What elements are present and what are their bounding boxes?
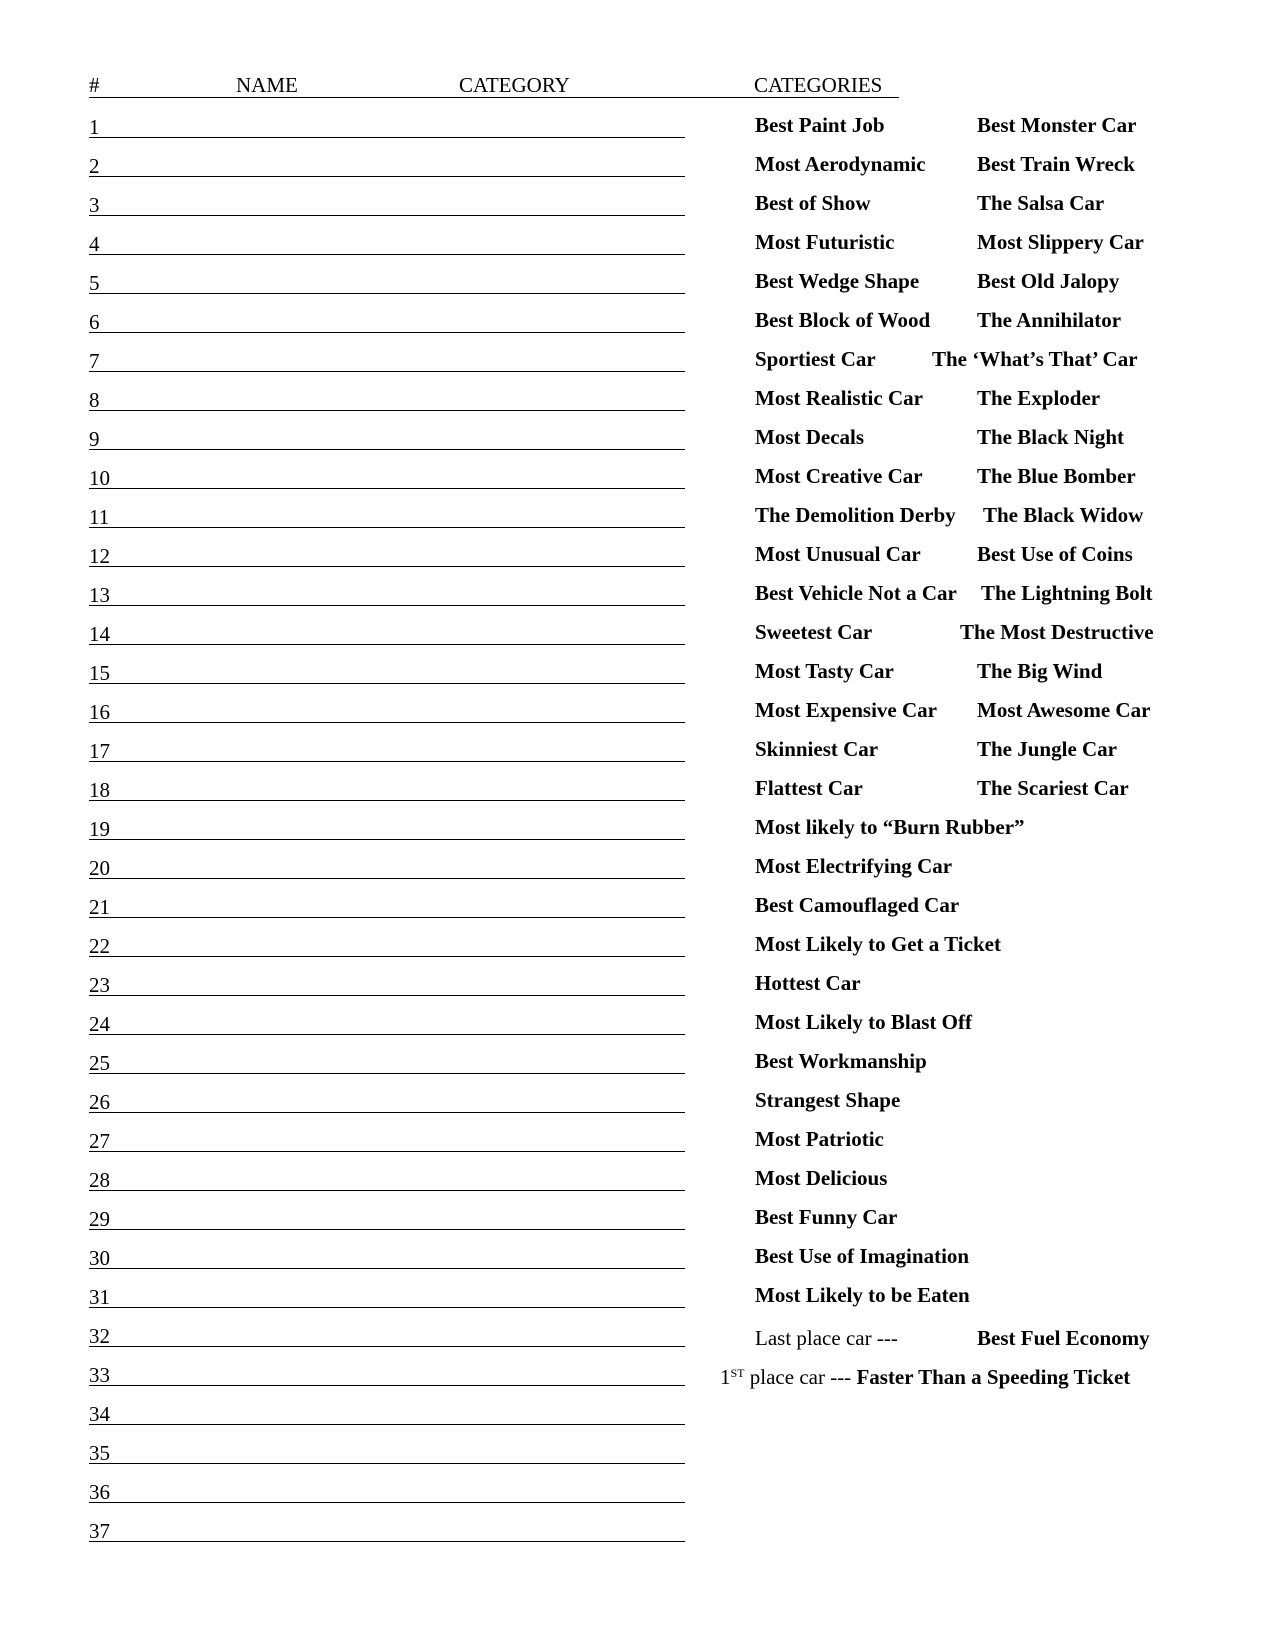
entry-row[interactable] bbox=[89, 813, 685, 840]
category-left-item: Best Workmanship bbox=[755, 1049, 927, 1073]
category-right-item: The ‘What’s That’ Car bbox=[932, 347, 1138, 371]
entry-number: 33 bbox=[89, 1363, 110, 1387]
last-place-label: Last place car --- bbox=[755, 1326, 898, 1350]
entry-number: 21 bbox=[89, 895, 110, 919]
entry-row[interactable] bbox=[89, 1437, 685, 1464]
entry-number: 32 bbox=[89, 1324, 110, 1348]
category-left-item: Most Tasty Car bbox=[755, 659, 894, 683]
category-left-item: Most Futuristic bbox=[755, 230, 895, 254]
entry-number: 22 bbox=[89, 934, 110, 958]
entry-row[interactable] bbox=[89, 1164, 685, 1191]
entry-number: 16 bbox=[89, 700, 110, 724]
category-left-item: Most Expensive Car bbox=[755, 698, 937, 722]
entry-row[interactable] bbox=[89, 1320, 685, 1347]
category-left-item: Most Patriotic bbox=[755, 1127, 884, 1151]
category-left-item: Most Realistic Car bbox=[755, 386, 923, 410]
entry-row[interactable] bbox=[89, 189, 685, 216]
first-place-award: Faster Than a Speeding Ticket bbox=[856, 1365, 1131, 1389]
category-left-item: Best Funny Car bbox=[755, 1205, 898, 1229]
category-left-item: Most Creative Car bbox=[755, 464, 923, 488]
category-right-item: Best Use of Coins bbox=[977, 542, 1133, 566]
entry-number: 7 bbox=[89, 349, 100, 373]
entry-number: 9 bbox=[89, 427, 100, 451]
category-left-item: Best Vehicle Not a Car bbox=[755, 581, 957, 605]
category-right-item: The Exploder bbox=[977, 386, 1101, 410]
entry-row[interactable] bbox=[89, 1281, 685, 1308]
category-right-item: The Lightning Bolt bbox=[981, 581, 1153, 605]
category-left-item: Most Delicious bbox=[755, 1166, 888, 1190]
entry-number: 8 bbox=[89, 388, 100, 412]
entry-row[interactable] bbox=[89, 1515, 685, 1542]
category-left-item: Best Paint Job bbox=[755, 113, 885, 137]
entry-row[interactable] bbox=[89, 1359, 685, 1386]
category-left-item: Best Wedge Shape bbox=[755, 269, 920, 293]
entry-row[interactable] bbox=[89, 1047, 685, 1074]
entry-number: 35 bbox=[89, 1441, 110, 1465]
entry-row[interactable] bbox=[89, 423, 685, 450]
entry-row[interactable] bbox=[89, 969, 685, 996]
entry-row[interactable] bbox=[89, 540, 685, 567]
category-left-item: Most likely to “Burn Rubber” bbox=[755, 815, 1025, 839]
category-left-item: Best Camouflaged Car bbox=[755, 893, 960, 917]
entry-number: 6 bbox=[89, 310, 100, 334]
entry-row[interactable] bbox=[89, 1476, 685, 1503]
category-left-item: Most Decals bbox=[755, 425, 865, 449]
entry-row[interactable] bbox=[89, 111, 685, 138]
entry-row[interactable] bbox=[89, 696, 685, 723]
entry-row[interactable] bbox=[89, 579, 685, 606]
entry-row[interactable] bbox=[89, 852, 685, 879]
entry-number: 20 bbox=[89, 856, 110, 880]
entry-row[interactable] bbox=[89, 501, 685, 528]
entry-row[interactable] bbox=[89, 345, 685, 372]
entry-row[interactable] bbox=[89, 1086, 685, 1113]
category-right-item: Best Train Wreck bbox=[977, 152, 1135, 176]
entry-number: 5 bbox=[89, 271, 100, 295]
last-place-award: Best Fuel Economy bbox=[977, 1326, 1150, 1350]
category-right-item: The Jungle Car bbox=[977, 737, 1118, 761]
category-left-item: Skinniest Car bbox=[755, 737, 879, 761]
header-categories: CATEGORIES bbox=[754, 73, 883, 97]
entry-number: 34 bbox=[89, 1402, 110, 1426]
category-left-item: Best Use of Imagination bbox=[755, 1244, 970, 1268]
category-left-item: Most Likely to be Eaten bbox=[755, 1283, 970, 1307]
entry-row[interactable] bbox=[89, 267, 685, 294]
entry-row[interactable] bbox=[89, 930, 685, 957]
entry-number: 24 bbox=[89, 1012, 110, 1036]
entry-row[interactable] bbox=[89, 618, 685, 645]
entry-number: 17 bbox=[89, 739, 110, 763]
category-left-item: Best Block of Wood bbox=[755, 308, 931, 332]
entry-number: 18 bbox=[89, 778, 110, 802]
category-left-item: The Demolition Derby bbox=[755, 503, 956, 527]
entry-number: 13 bbox=[89, 583, 110, 607]
category-left-item: Best of Show bbox=[755, 191, 871, 215]
entry-number: 14 bbox=[89, 622, 110, 646]
entry-number: 28 bbox=[89, 1168, 110, 1192]
category-right-item: The Black Night bbox=[977, 425, 1125, 449]
header-underline bbox=[89, 97, 899, 98]
entry-row[interactable] bbox=[89, 1242, 685, 1269]
category-left-item: Hottest Car bbox=[755, 971, 861, 995]
category-left-item: Sweetest Car bbox=[755, 620, 873, 644]
first-place-label: place car --- bbox=[744, 1365, 857, 1389]
category-left-item: Most Likely to Blast Off bbox=[755, 1010, 972, 1034]
entry-row[interactable] bbox=[89, 228, 685, 255]
category-right-item: Best Old Jalopy bbox=[977, 269, 1120, 293]
category-left-item: Most Unusual Car bbox=[755, 542, 921, 566]
first-place-number: 1 bbox=[720, 1365, 731, 1389]
entry-row[interactable] bbox=[89, 384, 685, 411]
first-place-line bbox=[720, 1366, 1130, 1388]
entry-number: 3 bbox=[89, 193, 100, 217]
category-right-item: The Big Wind bbox=[977, 659, 1103, 683]
category-right-item: The Blue Bomber bbox=[977, 464, 1136, 488]
category-left-item: Most Electrifying Car bbox=[755, 854, 953, 878]
entry-row[interactable] bbox=[89, 462, 685, 489]
category-right-item: Most Awesome Car bbox=[977, 698, 1151, 722]
entry-row[interactable] bbox=[89, 1203, 685, 1230]
category-right-item: Most Slippery Car bbox=[977, 230, 1144, 254]
category-right-item: The Most Destructive bbox=[960, 620, 1154, 644]
category-right-item: The Scariest Car bbox=[977, 776, 1129, 800]
entry-number: 23 bbox=[89, 973, 110, 997]
entry-number: 19 bbox=[89, 817, 110, 841]
entry-number: 26 bbox=[89, 1090, 110, 1114]
entry-row[interactable] bbox=[89, 1398, 685, 1425]
category-left-item: Sportiest Car bbox=[755, 347, 876, 371]
category-left-item: Most Likely to Get a Ticket bbox=[755, 932, 1001, 956]
entry-number: 15 bbox=[89, 661, 110, 685]
category-right-item: Best Monster Car bbox=[977, 113, 1137, 137]
entry-row[interactable] bbox=[89, 150, 685, 177]
first-place-superscript: ST bbox=[730, 1366, 745, 1380]
category-right-item: The Salsa Car bbox=[977, 191, 1105, 215]
entry-number: 37 bbox=[89, 1519, 110, 1543]
entry-number: 30 bbox=[89, 1246, 110, 1270]
category-right-item: The Annihilator bbox=[977, 308, 1122, 332]
entry-number: 36 bbox=[89, 1480, 110, 1504]
entry-row[interactable] bbox=[89, 657, 685, 684]
entry-number: 29 bbox=[89, 1207, 110, 1231]
category-left-item: Most Aerodynamic bbox=[755, 152, 926, 176]
entry-number: 11 bbox=[89, 505, 110, 529]
category-right-item: The Black Widow bbox=[983, 503, 1144, 527]
entry-row[interactable] bbox=[89, 891, 685, 918]
category-left-item: Flattest Car bbox=[755, 776, 863, 800]
entry-number: 12 bbox=[89, 544, 110, 568]
entry-number: 31 bbox=[89, 1285, 110, 1309]
entry-row[interactable] bbox=[89, 774, 685, 801]
header-num: # bbox=[89, 73, 100, 97]
entry-number: 27 bbox=[89, 1129, 110, 1153]
entry-number: 10 bbox=[89, 466, 110, 490]
entry-row[interactable] bbox=[89, 1125, 685, 1152]
entry-row[interactable] bbox=[89, 735, 685, 762]
entry-number: 25 bbox=[89, 1051, 110, 1075]
entry-number: 2 bbox=[89, 154, 100, 178]
entry-number: 4 bbox=[89, 232, 100, 256]
entry-row[interactable] bbox=[89, 1008, 685, 1035]
entry-row[interactable] bbox=[89, 306, 685, 333]
header-category: CATEGORY bbox=[459, 73, 570, 97]
category-left-item: Strangest Shape bbox=[755, 1088, 901, 1112]
entry-number: 1 bbox=[89, 115, 100, 139]
header-name: NAME bbox=[236, 73, 298, 97]
